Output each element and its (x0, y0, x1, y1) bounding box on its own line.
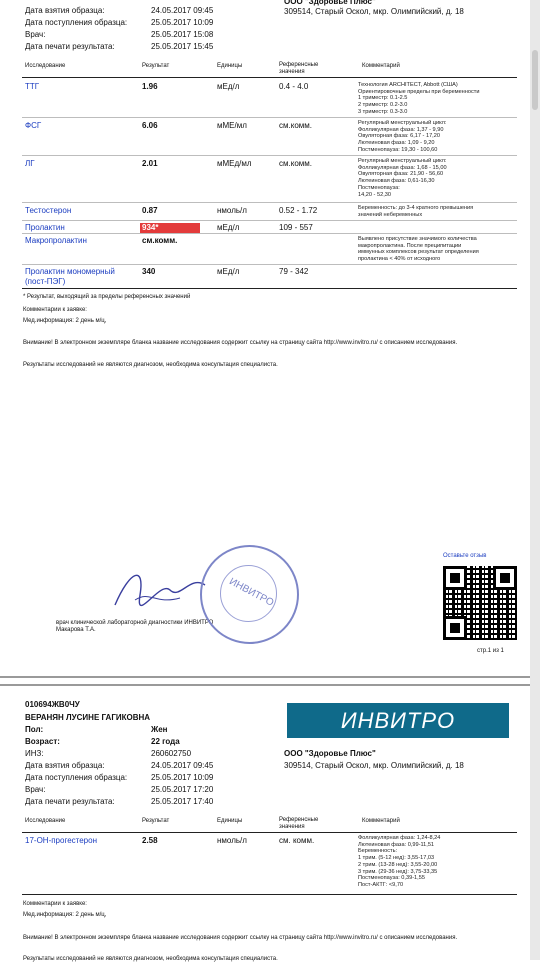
info-value: Жен (151, 725, 168, 734)
info-label: ИНЗ: (25, 749, 44, 758)
qr-code[interactable] (443, 566, 517, 640)
info-label: Дата поступления образца: (25, 18, 128, 27)
disclaimer: Результаты исследований не являются диагнозом, необходима консультация специалиста. (23, 362, 278, 368)
info-label: Врач: (25, 30, 46, 39)
table-bottom-rule (22, 288, 517, 289)
scrollbar-thumb[interactable] (532, 50, 538, 110)
comment: Фолликулярная фаза: 1,24-8,24 Лютеиновая фаза: 0,99-11,51 Беременность: 1 трим. (5-12 нед): 3,55-17,03 2 трим. (13-28 нед): 3,55-20,00 3 трим. (29-36 нед): 3,75-33,35 Постменопауза: 0,39-1,55 Пост-АКТГ: <9,70 (358, 835, 441, 888)
result-value: 1.96 (142, 82, 158, 91)
order-number: 010694ЖВ0ЧУ (25, 700, 80, 709)
result-page-2 (0, 684, 530, 962)
invitro-logo: ИНВИТРО (287, 703, 509, 738)
signature-image (110, 560, 210, 620)
test-link[interactable]: 17-ОН-прогестерон (25, 836, 97, 845)
reference-range: см.комм. (279, 159, 312, 168)
table-bottom-rule (22, 894, 517, 895)
info-label: Врач: (25, 785, 46, 794)
units: мЕд/л (217, 267, 240, 276)
order-comments-label: Комментарии к заявке: (23, 901, 87, 907)
reference-range: 0.4 - 4.0 (279, 82, 309, 91)
info-value: 25.05.2017 10:09 (151, 18, 214, 27)
info-value: 25.05.2017 17:40 (151, 797, 214, 806)
info-value: 24.05.2017 09:45 (151, 6, 214, 15)
header-units: Единицы (217, 818, 243, 824)
info-label: Дата взятия образца: (25, 761, 105, 770)
header-result: Результат (142, 818, 170, 824)
result-value: 2.01 (142, 159, 158, 168)
info-value: 25.05.2017 10:09 (151, 773, 214, 782)
comment: Регулярный менструальный цикл: Фолликулярная фаза: 1,68 - 15,00 Овуляторная фаза: 21,90 - 56,60 Лютеиновая фаза: 0,61-16,30 Постменопауза: 14,20 - 52,30 (358, 158, 447, 198)
row-divider (22, 155, 517, 156)
units: мЕд/л (217, 223, 240, 232)
row-divider (22, 264, 517, 265)
comment: Выявлено присутствие значимого количества макропролактина. После преципитации иммунных комплексов результат определения пролактина < 40% от исходного (358, 236, 479, 263)
test-link[interactable]: ТТГ (25, 82, 40, 91)
comment: Технология ARCHITECT, Abbott (США) Ориентировочные пределы при беременности 1 триместр: 0.1-2.5 2 триместр: 0.2-3.0 3 триместр: 0.3-3.0 (358, 82, 480, 115)
test-link[interactable]: ЛГ (25, 159, 35, 168)
header-comments: Комментарий (362, 818, 400, 824)
table-header-rule (22, 832, 517, 833)
units: нмоль/л (217, 836, 247, 845)
info-label: Дата печати результата: (25, 797, 115, 806)
info-label: Возраст: (25, 737, 60, 746)
info-value: 25.05.2017 15:45 (151, 42, 214, 51)
units: мМЕд/мл (217, 159, 252, 168)
result-value: 6.06 (142, 121, 158, 130)
reference-range: 0.52 - 1.72 (279, 206, 318, 215)
info-value: 25.05.2017 15:08 (151, 30, 214, 39)
info-label: Дата печати результата: (25, 42, 115, 51)
comment: Регулярный менструальный цикл: Фолликулярная фаза: 1,37 - 9,90 Овуляторная фаза: 6,17 - 17,20 Лютеиновая фаза: 1,09 - 9,20 Постменопауза: 19,30 - 100,60 (358, 120, 447, 153)
patient-name: ВЕРАНЯН ЛУСИНЕ ГАГИКОВНА (25, 713, 151, 722)
header-ref: Референсные значения (279, 62, 319, 75)
stamp-text: ИНВИТРО (227, 576, 276, 609)
reference-range: 109 - 557 (279, 223, 313, 232)
result-value: 934* (142, 223, 159, 232)
test-link[interactable]: ФСГ (25, 121, 42, 130)
footnote: * Результат, выходящий за пределы референсных значений (23, 294, 191, 300)
feedback-link[interactable]: Оставьте отзыв (443, 553, 487, 559)
lab-name: ООО "Здоровье Плюс" (284, 0, 376, 6)
test-link[interactable]: Пролактин мономерный (пост-ПЭГ) (25, 267, 115, 286)
row-divider (22, 202, 517, 203)
info-value: 24.05.2017 09:45 (151, 761, 214, 770)
units: мМЕ/мл (217, 121, 247, 130)
info-value: 22 года (151, 737, 180, 746)
test-link[interactable]: Макропролактин (25, 236, 87, 245)
info-label: Дата поступления образца: (25, 773, 128, 782)
lab-stamp (200, 545, 299, 644)
row-divider (22, 117, 517, 118)
result-value: 340 (142, 267, 156, 276)
row-divider (22, 233, 517, 234)
info-label: Дата взятия образца: (25, 6, 105, 15)
site-notice: Внимание! В электронном экземпляре бланка название исследования содержит ссылку на страницу сайта http://www.invitro.ru/ с описанием исследования. (23, 935, 458, 941)
units: нмоль/л (217, 206, 247, 215)
lab-address: 309514, Старый Оскол, мкр. Олимпийский, д. 18 (284, 7, 464, 16)
reference-range: 79 - 342 (279, 267, 309, 276)
lab-name: ООО "Здоровье Плюс" (284, 749, 376, 758)
comment: Беременность: до 3-4 кратного превышения значений небеременных (358, 205, 474, 218)
page-number: стр.1 из 1 (477, 648, 504, 654)
signature-caption: врач клинической лабораторной диагностики ИНВИТРО Макарова Т.А. (56, 620, 214, 633)
info-value: 25.05.2017 17:20 (151, 785, 214, 794)
header-test: Исследование (25, 818, 66, 824)
reference-range: см. комм. (279, 836, 315, 845)
result-value: см.комм. (142, 236, 178, 245)
header-test: Исследование (25, 63, 66, 69)
order-comments-label: Комментарии к заявке: (23, 307, 87, 313)
header-ref: Референсные значения (279, 817, 319, 830)
info-value: 260602750 (151, 749, 192, 758)
reference-range: см.комм. (279, 121, 312, 130)
lab-address: 309514, Старый Оскол, мкр. Олимпийский, д. 18 (284, 761, 464, 770)
test-link[interactable]: Пролактин (25, 223, 65, 232)
header-comments: Комментарий (362, 63, 400, 69)
disclaimer: Результаты исследований не являются диагнозом, необходима консультация специалиста. (23, 956, 278, 962)
result-value: 2.58 (142, 836, 158, 845)
scrollbar[interactable] (530, 0, 540, 960)
site-notice: Внимание! В электронном экземпляре бланка название исследования содержит ссылку на страницу сайта http://www.invitro.ru/ с описанием исследования. (23, 340, 458, 346)
med-info: Мед.информация: 2 день м/ц, (23, 912, 107, 918)
med-info: Мед.информация: 2 день м/ц, (23, 318, 107, 324)
table-header-rule (22, 77, 517, 78)
info-label: Пол: (25, 725, 44, 734)
result-value: 0.87 (142, 206, 158, 215)
header-result: Результат (142, 63, 170, 69)
row-divider (22, 220, 517, 221)
header-units: Единицы (217, 63, 243, 69)
test-link[interactable]: Тестостерон (25, 206, 72, 215)
units: мЕд/л (217, 82, 240, 91)
